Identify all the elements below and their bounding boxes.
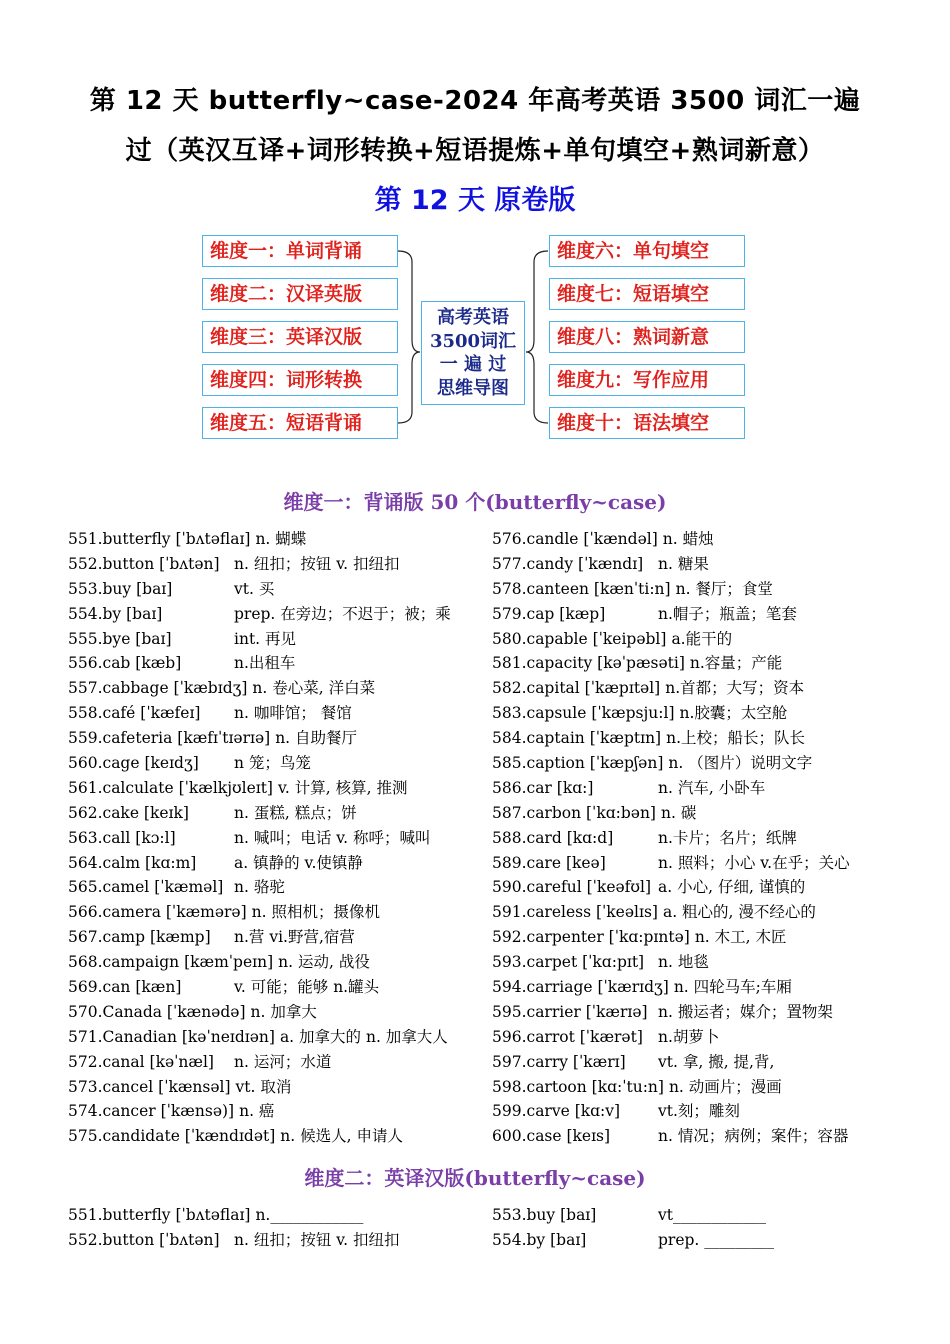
vocab-word: 594.carriage [ˈkærɪdʒ]: [492, 978, 669, 997]
vocab-meaning: prep. _________: [658, 1230, 775, 1249]
vocab-row: [68, 900, 478, 925]
vocab-row: [68, 1075, 478, 1100]
vocab-meaning: n. 加拿大: [250, 1002, 317, 1021]
vocab-word: 551.butterfly [ˈbʌtəflaɪ]: [68, 530, 251, 548]
section1-right-column: [492, 527, 912, 1149]
vocab-row: [68, 676, 478, 701]
vocab-word: 592.carpenter [ˈkɑ:pɪntə]: [492, 928, 690, 947]
vocab-word: 561.calculate [ˈkælkjʊleɪt]: [68, 778, 273, 797]
vocab-word: 579.cap [kæp]: [492, 604, 606, 623]
vocab-row: [68, 1025, 478, 1050]
vocab-row: [68, 1124, 478, 1149]
section2-left-column: [68, 1203, 478, 1253]
vocab-row: [492, 1203, 912, 1228]
vocab-meaning: vt. 买: [234, 579, 275, 598]
vocab-meaning: prep. 在旁边；不迟于；被；乘: [234, 604, 451, 623]
mindmap-right-2: 维度七：短语填空: [549, 278, 745, 310]
vocab-row: [68, 627, 478, 652]
mindmap-right-4: 维度九：写作应用: [549, 364, 745, 396]
vocab-meaning: n. 情况；病例；案件；容器: [658, 1127, 849, 1146]
vocab-word: 586.car [kɑ:]: [492, 778, 594, 797]
vocab-meaning: a. 镇静的 v.使镇静: [234, 853, 363, 872]
vocab-row: [68, 826, 478, 851]
vocab-meaning: n. 地毯: [658, 953, 709, 972]
vocab-word: 596.carrot [ˈkærət]: [492, 1027, 643, 1046]
vocab-meaning: n. 四轮马车;车厢: [673, 978, 792, 997]
vocab-word: 570.Canada [ˈkænədə]: [68, 1002, 246, 1021]
vocab-row: [68, 552, 478, 577]
vocab-meaning: a. 加拿大的 n. 加拿大人: [279, 1027, 448, 1046]
vocab-row: [68, 577, 478, 602]
mindmap-center: [421, 301, 525, 405]
vocab-meaning: n. 喊叫；电话 v. 称呼；喊叫: [234, 828, 431, 847]
vocab-row: [68, 776, 478, 801]
vocab-meaning: n.容量；产能: [689, 654, 783, 673]
vocab-row: [68, 1228, 478, 1253]
vocab-word: 578.canteen [kænˈti:n]: [492, 579, 671, 598]
vocab-word: 580.capable [ˈkeipəbl]: [492, 629, 667, 648]
vocab-row: [492, 1050, 912, 1075]
vocab-meaning: vt____________: [658, 1206, 766, 1224]
vocab-row: [68, 726, 478, 751]
vocab-meaning: vt.刻；雕刻: [658, 1102, 740, 1121]
vocab-meaning: n. 动画片；漫画: [668, 1077, 782, 1096]
vocab-word: 583.capsule [ˈkæpsju:l]: [492, 704, 675, 723]
vocab-word: 587.carbon [ˈkɑ:bən]: [492, 803, 656, 822]
vocab-row: [492, 801, 912, 826]
vocab-word: 585.caption [ˈkæpʃən]: [492, 754, 664, 773]
section1-title: 维度一：背诵版 50 个(butterfly~case): [283, 490, 667, 514]
vocab-row: [492, 552, 912, 577]
vocab-row: [68, 527, 478, 552]
vocab-word: 569.can [kæn]: [68, 978, 182, 997]
vocab-word: 568.campaign [kæmˈpeɪn]: [68, 953, 274, 972]
vocab-meaning: n. 照料；小心 v.在乎；关心: [658, 853, 850, 872]
vocab-meaning: n. 卷心菜, 洋白菜: [252, 679, 376, 698]
vocab-word: 599.carve [kɑ:v]: [492, 1102, 621, 1121]
vocab-row: [492, 1025, 912, 1050]
vocab-meaning: n.____________: [255, 1206, 364, 1224]
vocab-meaning: n. （图片）说明文字: [668, 754, 813, 773]
vocab-row: [492, 875, 912, 900]
vocab-word: 559.cafeteria [kæfɪˈtɪərɪə]: [68, 729, 271, 748]
vocab-row: [492, 776, 912, 801]
vocab-word: 567.camp [kæmp]: [68, 928, 211, 947]
vocab-row: [492, 975, 912, 1000]
vocab-meaning: n. 纽扣；按钮 v. 扣纽扣: [234, 554, 400, 573]
vocab-row: [492, 950, 912, 975]
mindmap-center-line1: 高考英语: [437, 307, 509, 328]
vocab-meaning: n. 纽扣；按钮 v. 扣纽扣: [234, 1230, 400, 1249]
vocab-row: [68, 875, 478, 900]
vocab-word: 562.cake [keɪk]: [68, 803, 189, 822]
vocab-word: 588.card [kɑ:d]: [492, 828, 614, 847]
vocab-row: [492, 851, 912, 876]
mindmap-right-1: 维度六：单句填空: [549, 235, 745, 267]
vocab-meaning: v. 计算, 核算, 推测: [277, 778, 408, 797]
vocab-row: [492, 1124, 912, 1149]
vocab-word: 557.cabbage [ˈkæbɪdʒ]: [68, 679, 248, 698]
mindmap-center-line3: 一 遍 过: [439, 354, 507, 375]
vocab-meaning: n.营 vi.野营,宿营: [234, 928, 355, 947]
vocab-row: [68, 751, 478, 776]
vocab-meaning: n.出租车: [234, 654, 296, 673]
right-bracket: [526, 251, 548, 423]
vocab-word: 565.camel [ˈkæməl]: [68, 878, 224, 897]
vocab-meaning: n.上校；船长；队长: [666, 729, 806, 748]
vocab-row: [68, 602, 478, 627]
vocab-meaning: a. 小心, 仔细, 谨慎的: [658, 878, 806, 897]
vocab-row: [492, 1228, 912, 1253]
vocab-meaning: n.帽子；瓶盖；笔套: [658, 604, 797, 623]
mindmap-left-1: 维度一：单词背诵: [202, 235, 398, 267]
vocab-word: 600.case [keɪs]: [492, 1127, 611, 1146]
vocab-word: 553.buy [baɪ]: [68, 579, 173, 598]
mindmap-center-line2: 3500词汇: [429, 330, 517, 352]
vocab-row: [492, 527, 912, 552]
vocab-word: 581.capacity [kəˈpæsəti]: [492, 654, 685, 673]
vocab-meaning: n.首都；大写；资本: [665, 679, 805, 698]
section2-title: 维度二：英译汉版(butterfly~case): [304, 1166, 646, 1190]
vocab-meaning: n.胡萝卜: [658, 1027, 720, 1046]
vocab-word: 563.call [kɔ:l]: [68, 828, 176, 847]
vocab-row: [68, 801, 478, 826]
vocab-row: [492, 826, 912, 851]
vocab-row: [492, 751, 912, 776]
vocab-meaning: v. 可能；能够 n.罐头: [234, 978, 380, 997]
vocab-meaning: n. 糖果: [658, 554, 709, 573]
vocab-word: 564.calm [kɑ:m]: [68, 853, 197, 872]
vocab-word: 595.carrier [ˈkærɪə]: [492, 1002, 648, 1021]
vocab-word: 575.candidate [ˈkændɪdət]: [68, 1127, 276, 1146]
vocab-row: [68, 925, 478, 950]
vocab-word: 560.cage [keɪdʒ]: [68, 754, 199, 773]
vocab-word: 589.care [keə]: [492, 853, 606, 872]
vocab-word: 551.butterfly [ˈbʌtəflaɪ]: [68, 1206, 251, 1224]
vocab-row: [492, 676, 912, 701]
vocab-row: [492, 602, 912, 627]
mindmap-left-3: 维度三：英译汉版: [202, 321, 398, 353]
vocab-word: 584.captain [ˈkæptɪn]: [492, 729, 662, 748]
vocab-word: 554.by [baɪ]: [492, 1230, 587, 1249]
vocab-word: 576.candle [ˈkændəl]: [492, 530, 658, 548]
vocab-row: [68, 1203, 478, 1228]
vocab-meaning: a.能干的: [671, 629, 733, 648]
vocab-meaning: n. 骆驼: [234, 878, 285, 897]
vocab-row: [492, 1075, 912, 1100]
vocab-meaning: n. 木工, 木匠: [694, 928, 787, 947]
left-bracket: [398, 251, 420, 423]
vocab-word: 571.Canadian [kəˈneɪdɪən]: [68, 1027, 275, 1046]
vocab-meaning: n. 自助餐厅: [275, 729, 358, 748]
vocab-row: [68, 701, 478, 726]
vocab-meaning: n. 运动, 战役: [278, 953, 370, 972]
section2-right-column: [492, 1203, 912, 1253]
vocab-row: [492, 577, 912, 602]
vocab-meaning: n. 癌: [239, 1102, 275, 1121]
vocab-meaning: n. 碳: [660, 803, 697, 822]
vocab-row: [68, 1000, 478, 1025]
vocab-meaning: vt. 取消: [235, 1077, 292, 1096]
mindmap-left-5: 维度五：短语背诵: [202, 407, 398, 439]
vocab-word: 574.cancer [ˈkænsə)]: [68, 1102, 235, 1121]
vocab-word: 573.cancel [ˈkænsəl]: [68, 1077, 231, 1096]
vocab-meaning: n.胶囊；太空舱: [679, 704, 788, 723]
vocab-word: 566.camera [ˈkæmərə]: [68, 903, 247, 922]
mindmap-right-5: 维度十：语法填空: [549, 407, 745, 439]
vocab-row: [492, 651, 912, 676]
vocab-row: [68, 975, 478, 1000]
vocab-row: [68, 1050, 478, 1075]
vocab-word: 591.careless [ˈkeəlɪs]: [492, 903, 658, 922]
vocab-meaning: n. 蛋糕, 糕点；饼: [234, 803, 357, 822]
vocab-row: [68, 1099, 478, 1124]
vocab-meaning: a. 粗心的, 漫不经心的: [662, 903, 816, 922]
vocab-row: [68, 651, 478, 676]
document-title-line2: 过（英汉互译+词形转换+短语提炼+单句填空+熟词新意）: [125, 136, 825, 166]
vocab-meaning: n. 候选人, 申请人: [280, 1127, 403, 1146]
vocab-row: [492, 900, 912, 925]
vocab-meaning: n. 照相机；摄像机: [251, 903, 380, 922]
vocab-meaning: n. 搬运者；媒介；置物架: [658, 1002, 833, 1021]
vocab-word: 556.cab [kæb]: [68, 654, 182, 673]
vocab-row: [68, 851, 478, 876]
vocab-meaning: int. 再见: [234, 629, 297, 648]
vocab-word: 558.café [ˈkæfeɪ]: [68, 704, 201, 723]
vocab-row: [492, 627, 912, 652]
vocab-row: [492, 925, 912, 950]
mindmap-center-line4: 思维导图: [437, 377, 509, 399]
vocab-meaning: n.卡片；名片；纸牌: [658, 828, 797, 847]
vocab-word: 553.buy [baɪ]: [492, 1206, 597, 1224]
vocab-meaning: n. 蝴蝶: [255, 530, 307, 548]
vocab-meaning: vt. 拿, 搬, 提,背,: [658, 1052, 775, 1071]
vocab-word: 555.bye [baɪ]: [68, 629, 172, 648]
vocab-word: 572.canal [kəˈnæl]: [68, 1052, 214, 1071]
mindmap-left-2: 维度二：汉译英版: [202, 278, 398, 310]
mindmap-right-3: 维度八：熟词新意: [549, 321, 745, 353]
vocab-row: [492, 701, 912, 726]
vocab-word: 554.by [baɪ]: [68, 604, 163, 623]
vocab-word: 582.capital [ˈkæpɪtəl]: [492, 679, 661, 698]
vocab-meaning: n. 餐厅；食堂: [675, 579, 773, 598]
vocab-meaning: n. 运河；水道: [234, 1052, 332, 1071]
vocab-word: 590.careful [ˈkeəfʊl]: [492, 878, 652, 897]
vocab-word: 597.carry [ˈkærɪ]: [492, 1052, 626, 1071]
vocab-word: 598.cartoon [kɑ:ˈtu:n]: [492, 1077, 664, 1096]
vocab-row: [492, 1000, 912, 1025]
vocab-meaning: n. 蜡烛: [662, 530, 714, 548]
vocab-row: [492, 1099, 912, 1124]
vocab-meaning: n 笼；鸟笼: [234, 754, 311, 773]
mindmap-left-4: 维度四：词形转换: [202, 364, 398, 396]
vocab-word: 552.button [ˈbʌtən]: [68, 554, 220, 573]
document-title-line1: 第 12 天 butterfly~case-2024 年高考英语 3500 词汇一遍: [89, 86, 861, 116]
section1-left-column: [68, 527, 478, 1149]
vocab-word: 552.button [ˈbʌtən]: [68, 1230, 220, 1249]
document-subtitle: 第 12 天 原卷版: [374, 185, 576, 216]
vocab-row: [492, 726, 912, 751]
vocab-word: 577.candy [ˈkændɪ]: [492, 554, 644, 573]
vocab-row: [68, 950, 478, 975]
vocab-meaning: n. 汽车, 小卧车: [658, 778, 766, 797]
vocab-word: 593.carpet [ˈkɑ:pɪt]: [492, 953, 645, 972]
vocab-meaning: n. 咖啡馆； 餐馆: [234, 704, 352, 723]
